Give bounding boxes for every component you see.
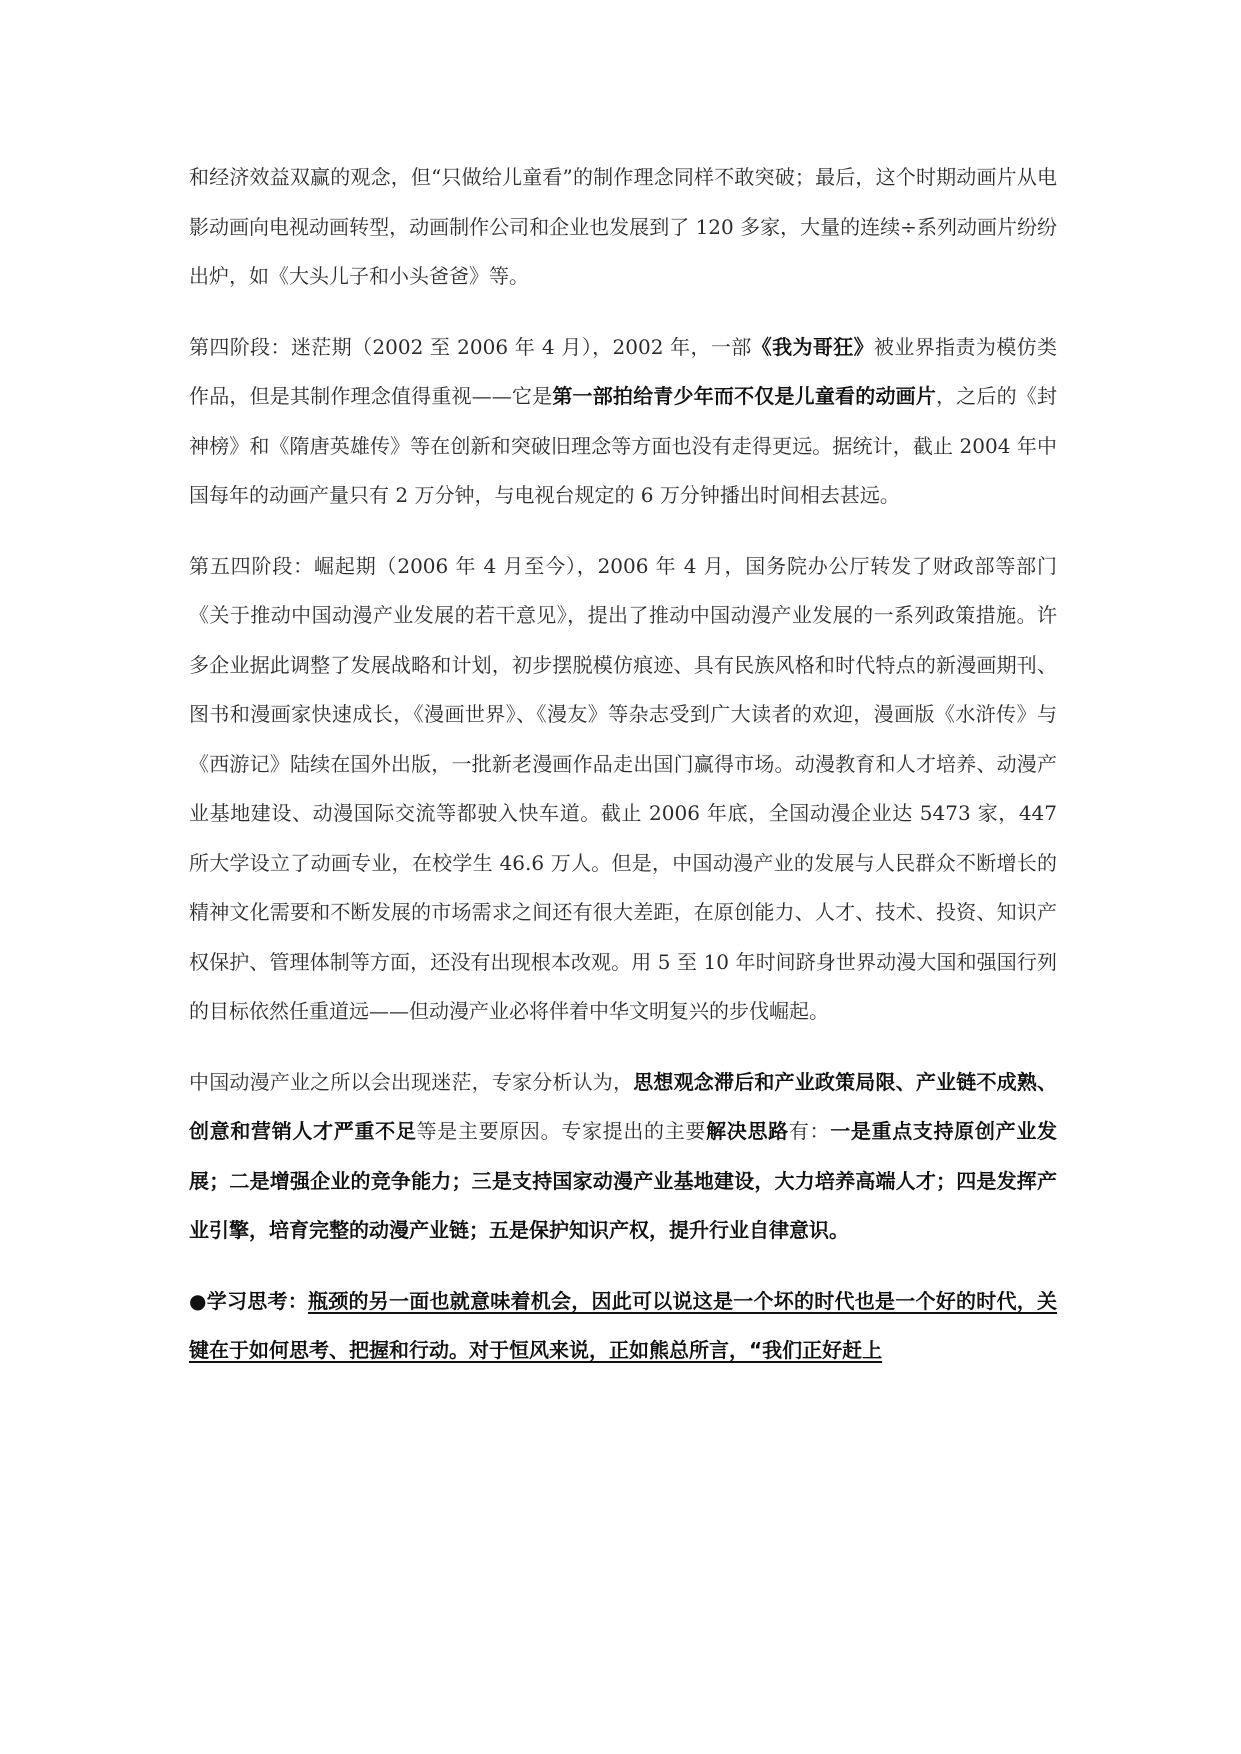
reflection-underlined-text: 瓶颈的另一面也就意味着机会，因此可以说这是一个坏的时代也是一个好的时代，关键在于如何思考、把握和行动。对于恒风来说，正如熊总所言，“我们正好赶上 — [189, 1288, 1058, 1362]
paragraph-reflection — [189, 1277, 1057, 1376]
paragraph-text: 中国动漫产业之所以会出现迷茫，专家分析认为， — [189, 1069, 634, 1094]
paragraph-text: 有： — [788, 1119, 831, 1143]
paragraph-analysis — [189, 1058, 1057, 1256]
bold-title-text: 《我为哥狂》 — [751, 334, 874, 359]
bold-highlight-text: 第一部拍给青少年而不仅是儿童看的动画片 — [552, 384, 937, 408]
paragraph-text: ，之后的《封神榜》和《隋唐英雄传》等在创新和突破旧理念等方面也没有走得更远。据统计，截止 2004 年中国每年的动画产量只有 2 万分钟，与电视台规定的 6 万分钟播出时间相去甚远。 — [189, 384, 1058, 507]
paragraph-text: 等是主要原因。专家提出的主要 — [416, 1119, 707, 1143]
document-body — [189, 153, 1057, 1397]
paragraph-stage3-end — [189, 153, 1057, 302]
bold-solutions-text: 一是重点支持原创产业发展；二是增强企业的竞争能力；三是支持国家动漫产业基地建设，大力培养高端人才；四是发挥产业引擎，培育完整的动漫产业链；五是保护知识产权，提升行业自律意识。 — [189, 1119, 1058, 1242]
bold-causes-text: 思想观念滞后和产业政策局限、产业链不成熟、创意和营销人才严重不足 — [189, 1069, 1058, 1143]
paragraph-stage4 — [189, 323, 1057, 521]
paragraph-text: 被业界指责为模仿类作品，但是其制作理念值得重视——它是 — [189, 334, 1058, 408]
paragraph-stage5 — [189, 542, 1057, 1037]
paragraph-text: 和经济效益双赢的观念，但“只做给儿童看”的制作理念同样不敢突破；最后，这个时期动画片从电影动画向电视动画转型，动画制作公司和企业也发展到了 120 多家，大量的连续÷系列动画片纷纷出炉，如《大头儿子和小头爸爸》等。 — [189, 165, 1057, 288]
reflection-label: ●学习思考： — [189, 1288, 308, 1313]
paragraph-text: 第五四阶段：崛起期（2006 年 4 月至今），2006 年 4 月，国务院办公厅转发了财政部等部门《关于推动中国动漫产业发展的若干意见》，提出了推动中国动漫产业发展的一系列政策措施。许多企业据此调整了发展战略和计划，初步摆脱模仿痕迹、具有民族风格和时代特点的新漫画期刊、图书和漫画家快速成长，《漫画世界》、《漫友》等杂志受到广大读者的欢迎，漫画版《水浒传》与《西游记》陆续在国外出版，一批新老漫画作品走出国门赢得市场。动漫教育和人才培养、动漫产业基地建设、动漫国际交流等都驶入快车道。截止 2006 年底，全国动漫企业达 5473 家，447 所大学设立了动画专业，在校学生 46.6 万人。但是，中国动漫产业的发展与人民群众不断增长的精神文化需要和不断发展的市场需求之间还有很大差距，在原创能力、人才、技术、投资、知识产权保护、管理体制等方面，还没有出现根本改观。用 5 至 10 年时间跻身世界动漫大国和强国行列的目标依然任重道远——但动漫产业必将伴着中华文明复兴的步伐崛起。 — [189, 553, 1057, 1023]
bold-keyword-text: 解决思路 — [706, 1119, 789, 1143]
paragraph-text: 第四阶段：迷茫期（2002 至 2006 年 4 月），2002 年，一部 — [189, 334, 752, 359]
